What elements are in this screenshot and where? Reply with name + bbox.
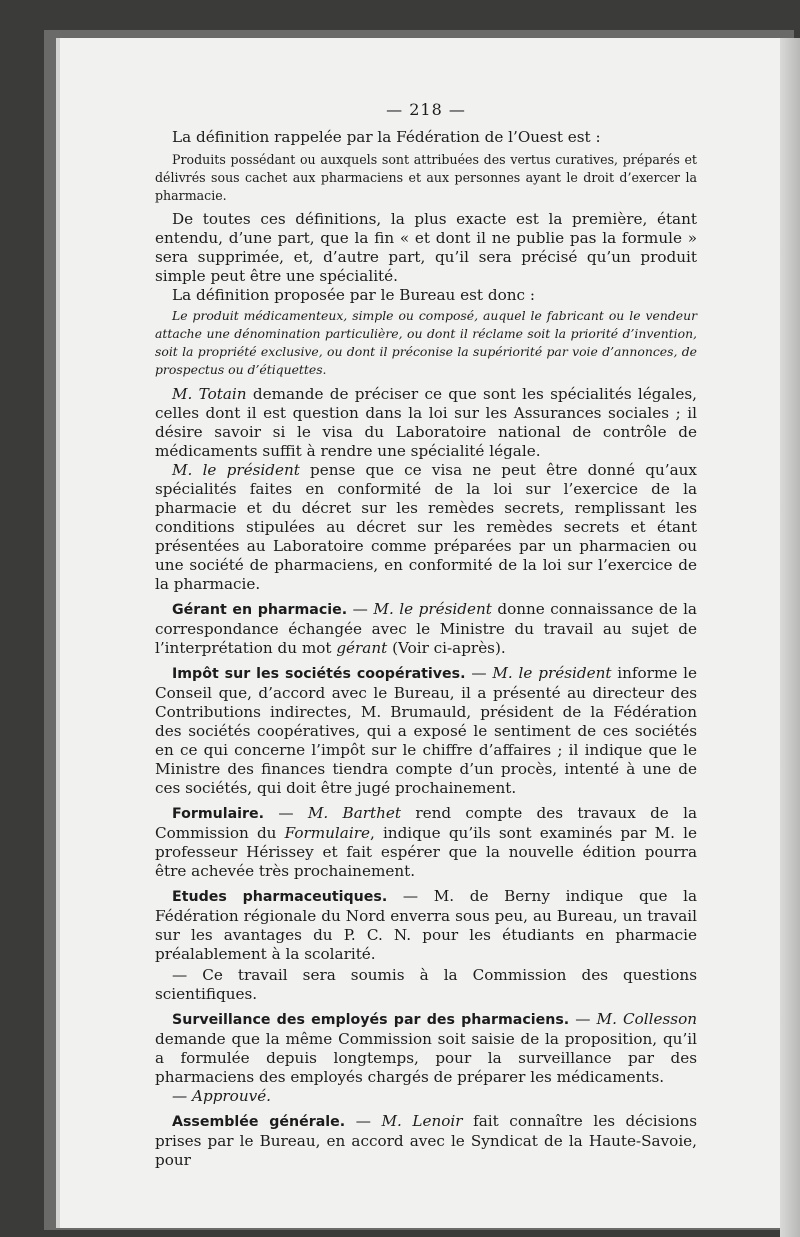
section-formulaire xyxy=(155,804,697,881)
page-content xyxy=(155,100,697,1170)
section-heading: Gérant en pharmacie. xyxy=(172,602,348,618)
speaker-name: M. Lenoir xyxy=(381,1112,463,1130)
section-gerant xyxy=(155,600,697,658)
paragraph-text: demande de préciser ce que sont les spécialités légales, celles dont il est question dans la loi sur les Assurances sociales ; il désire savoir si le visa du Laboratoire national de contrôle de médicaments suffit à rendre une spécialité légale. xyxy=(155,385,697,460)
paragraph-text: pense que ce visa ne peut être donné qu’aux spécialités faites en conformité de la loi sur l’exercice de la pharmacie et du décret sur les remèdes secrets, remplissant les conditions stipulées au décret sur les remèdes secrets et étant présentées au Laboratoire comme préparées par un pharmacien ou une société de pharmaciens, en conformité de la loi sur l’exercice de la pharmacie. xyxy=(155,461,697,593)
dash: — xyxy=(264,804,308,822)
paragraph-president xyxy=(155,461,697,594)
section-etudes xyxy=(155,887,697,964)
dash: — xyxy=(347,600,374,618)
quote-bureau-definition: Le produit médicamenteux, simple ou composé, auquel le fabricant ou le vendeur attache une dénomination particulière, ou dont il réclame soit la priorité d’invention, soit la propriété exclusive, ou dont il préconise la supériorité par voie d’annonces, de prospectus ou d’étiquettes. xyxy=(155,308,697,377)
paragraph-etudes-followup: — Ce travail sera soumis à la Commission des questions scientifiques. xyxy=(155,966,697,1003)
paragraph-text: — M. de Berny indique que la Fédération régionale du Nord enverra sous peu, au Bureau, un travail sur les avantages du P. C. N. pour les étudiants en pharmacie préalablement à la scolarité. xyxy=(155,887,697,963)
speaker-name: M. Barthet xyxy=(307,804,402,822)
paragraph-definitions-analysis: De toutes ces définitions, la plus exacte est la première, étant entendu, d’une part, que la fin « et dont il ne publie pas la formule » sera supprimée, et, d’autre part, qu’il sera précisé qu’un produit simple peut être une spécialité. xyxy=(155,210,697,285)
section-heading: Surveillance des employés par des pharmaciens. xyxy=(172,1012,570,1028)
paragraph-text: demande que la même Commission soit saisie de la proposition, qu’il a formulée depuis longtemps, pour la surveillance par des pharmaciens des employés chargés de préparer les médicaments. xyxy=(155,1030,697,1086)
paragraph-bureau-definition: La définition proposée par le Bureau est donc : xyxy=(172,286,535,304)
speaker-name: M. le président xyxy=(492,664,612,682)
paragraph-text: , indique qu’ils sont examinés par M. le professeur Hérissey et fait espérer que la nouvelle édition pourra être achevée très prochainement. xyxy=(155,824,697,880)
paragraph-text: fait connaître les décisions prises par le Bureau, en accord avec le Syndicat de la Haute-Savoie, pour xyxy=(155,1112,697,1169)
quote-definition-ouest: Produits possédant ou auxquels sont attribuées des vertus curatives, préparés et délivrés sous cachet aux pharmaciens et aux personnes ayant le droit d’exercer la pharmacie. xyxy=(155,152,697,203)
section-heading: Assemblée générale. xyxy=(172,1114,346,1130)
speaker-name: M. Totain xyxy=(172,385,247,403)
paragraph-definition-ouest: La définition rappelée par la Fédération de l’Ouest est : xyxy=(172,128,601,146)
page-number: — 218 — xyxy=(386,100,466,119)
section-heading: Impôt sur les sociétés coopératives. xyxy=(172,666,466,682)
section-surveillance xyxy=(155,1010,697,1087)
section-impot xyxy=(155,664,697,798)
speaker-name: M. le président xyxy=(373,600,492,618)
dash: — xyxy=(569,1010,597,1028)
paragraph-text: informe le Conseil que, d’accord avec le Bureau, il a présenté au directeur des Contributions indirectes, M. Brumauld, président de la Fédération des sociétés coopératives, qui a exposé le sentiment de ces sociétés en ce qui concerne l’impôt sur le chiffre d’affaires ; il indique que le Ministre des finances tiendra compte d’un procès, intenté à une de ces sociétés, qui doit être jugé prochainement. xyxy=(155,664,698,797)
paragraph-approved: — Approuvé. xyxy=(172,1087,272,1105)
dash: — xyxy=(345,1112,382,1130)
paragraph-text: (Voir ci-après). xyxy=(387,639,506,657)
italic-word: Formulaire xyxy=(284,824,370,842)
paragraph-text: donne connaissance de la correspondance échangée avec le Ministre du travail au sujet de l’interprétation du mot xyxy=(155,600,697,657)
italic-word: gérant xyxy=(336,639,388,657)
page-edge xyxy=(780,38,800,1237)
dash: — xyxy=(465,664,493,682)
paragraph-text: rend compte des travaux de la Commission du xyxy=(155,804,697,842)
paragraph-totain xyxy=(155,385,697,461)
section-heading: Etudes pharmaceutiques. xyxy=(172,889,388,905)
section-assemblee xyxy=(155,1112,697,1170)
section-heading: Formulaire. xyxy=(172,806,265,822)
speaker-name: M. le président xyxy=(172,461,300,479)
speaker-name: M. Collesson xyxy=(596,1010,697,1028)
